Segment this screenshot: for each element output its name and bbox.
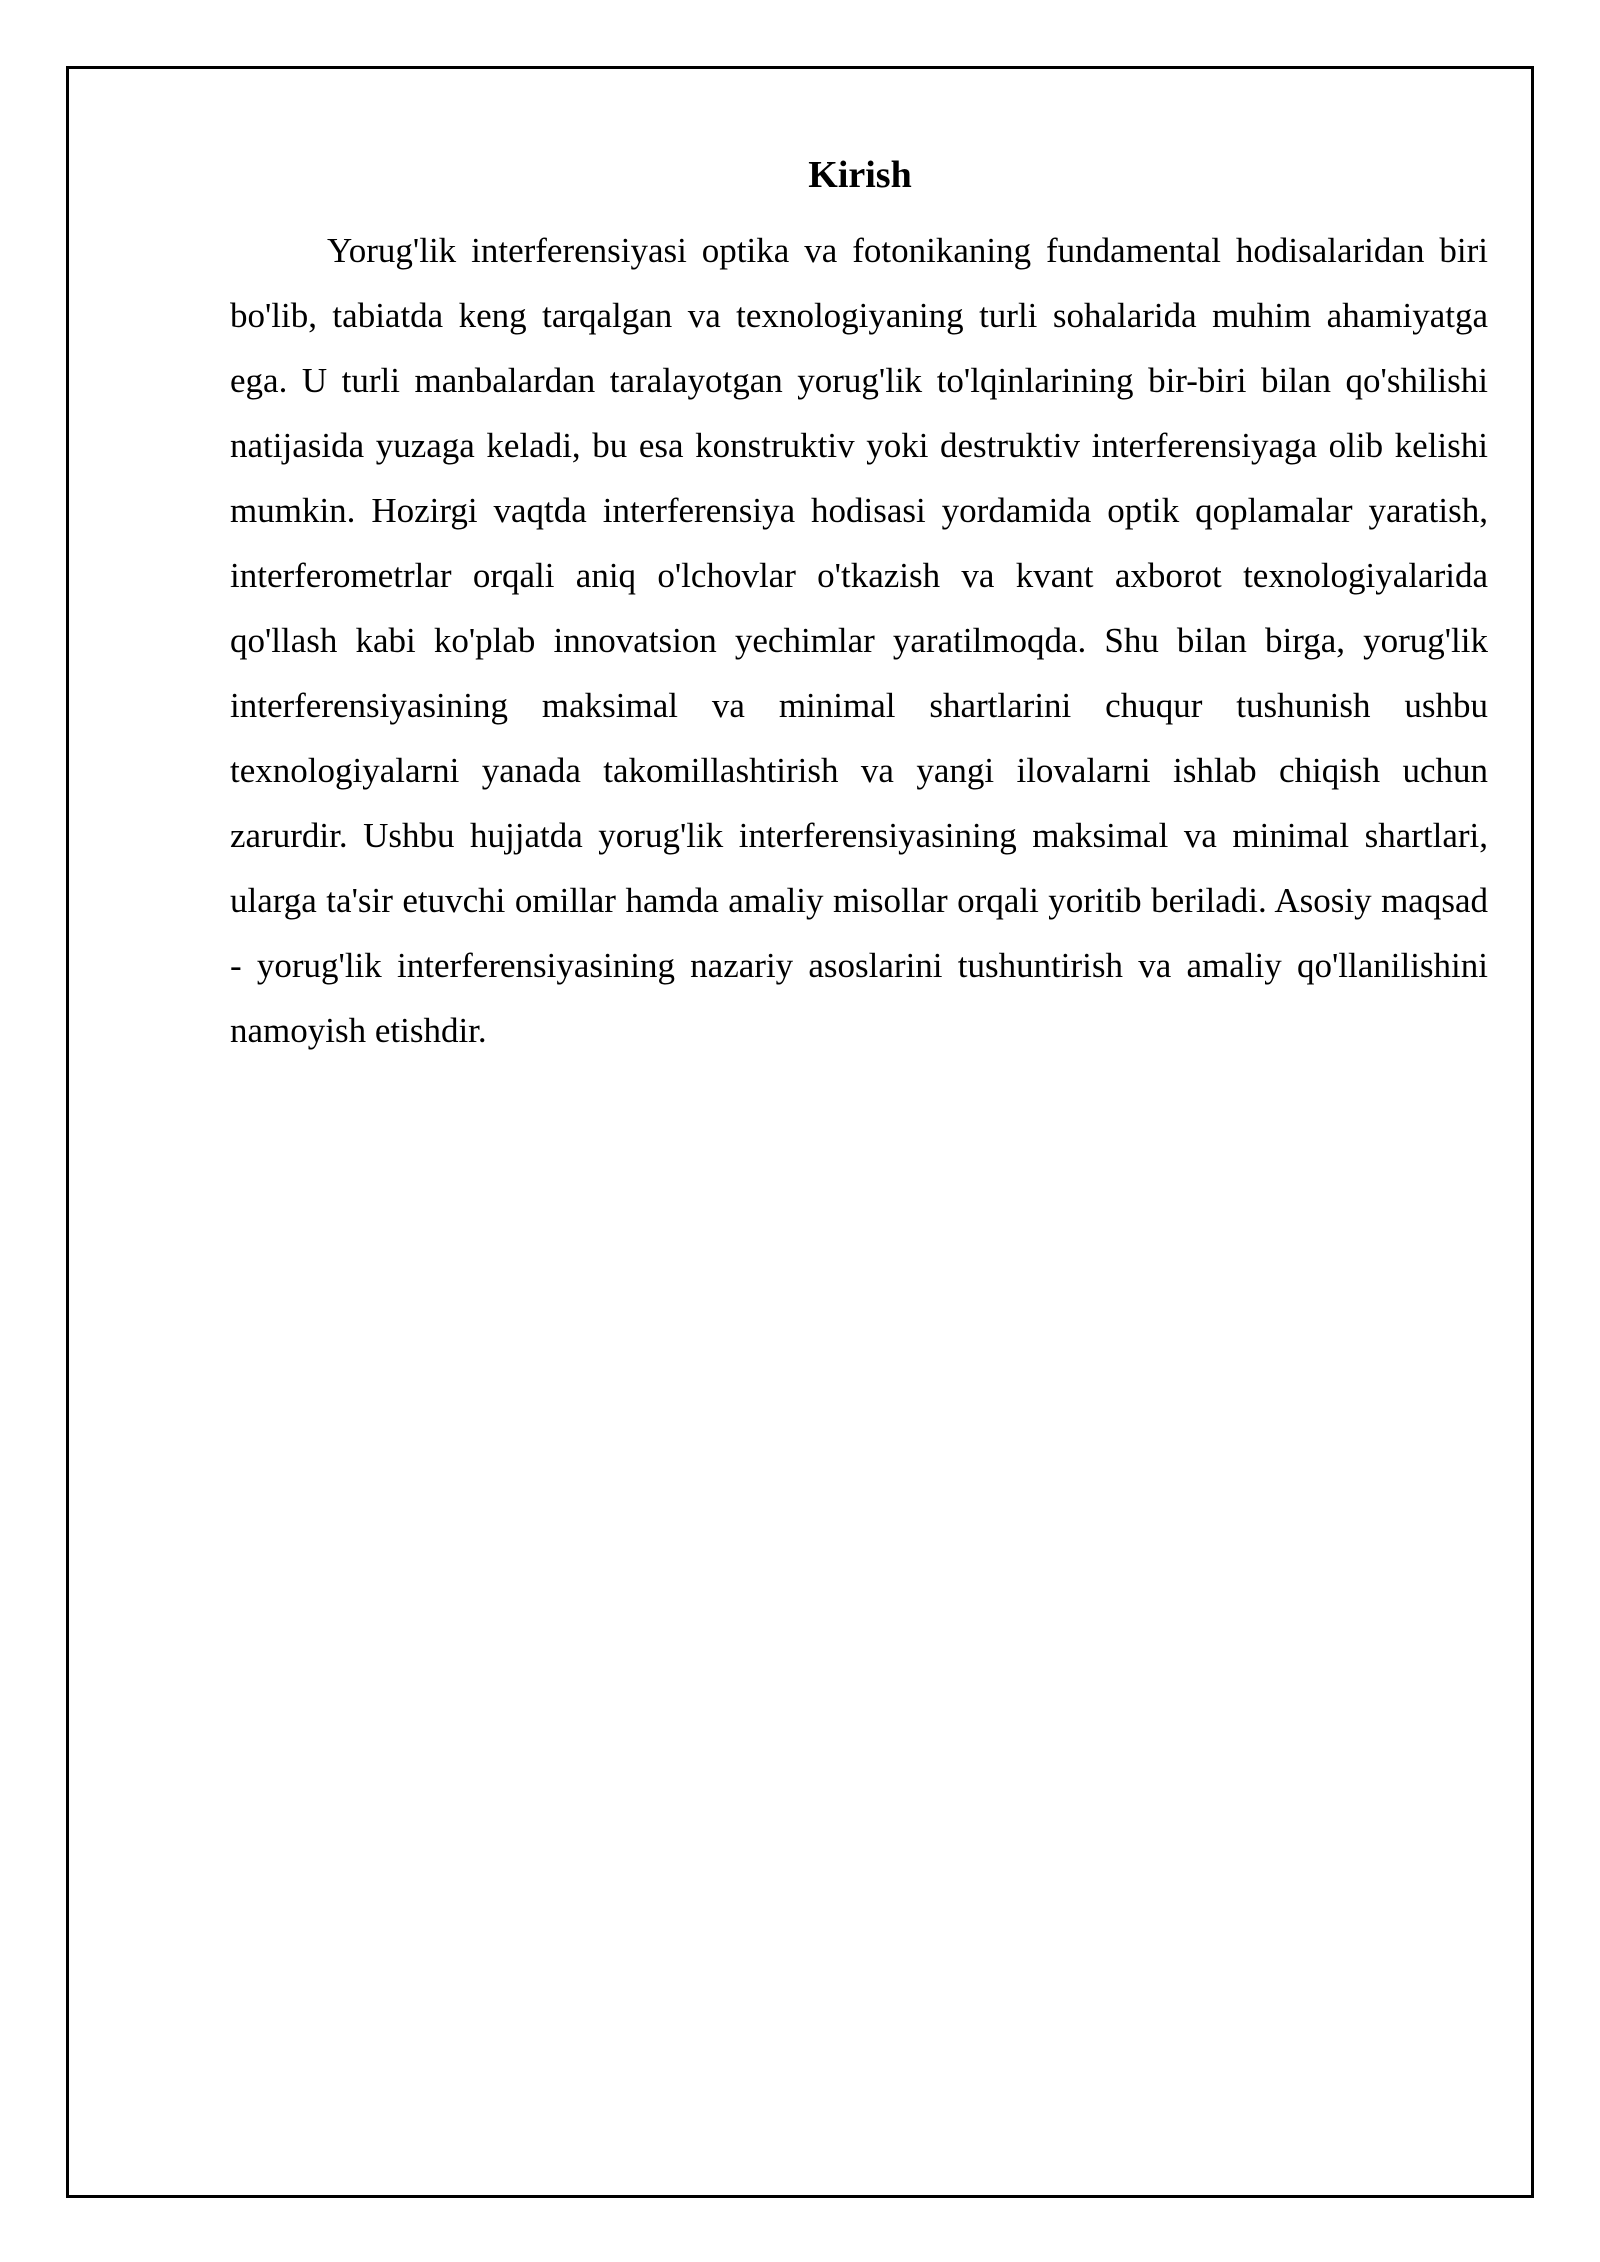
body-paragraph: Yorug'lik interferensiyasi optika va fotonikaning fundamental hodisalaridan biri bo'lib, tabiatda keng tarqalgan va texnologiyaning turli sohalarida muhim ahamiyatga ega. U turli manbalardan taralayotgan yorug'lik to'lqinlarining bir-biri bilan qo'shilishi natijasida yuzaga keladi, bu esa konstruktiv yoki destruktiv interferensiyaga olib kelishi mumkin. Hozirgi vaqtda interferensiya hodisasi yordamida optik qoplamalar yaratish, interferometrlar orqali aniq o'lchovlar o'tkazish va kvant axborot texnologiyalarida qo'llash kabi ko'plab innovatsion yechimlar yaratilmoqda. Shu bilan birga, yorug'lik interferensiyasining maksimal va minimal shartlarini chuqur tushunish ushbu texnologiyalarni yanada takomillashtirish va yangi ilovalarni ishlab chiqish uchun zarurdir. Ushbu hujjatda yorug'lik interferensiyasining maksimal va minimal shartlari, ularga ta'sir etuvchi omillar hamda amaliy misollar orqali yoritib beriladi. Asosiy maqsad - yorug'lik interferensiyasining nazariy asoslarini tushuntirish va amaliy qo'llanilishini namoyish etishdir. [230, 231, 1488, 1050]
page-title: Kirish [808, 154, 912, 196]
